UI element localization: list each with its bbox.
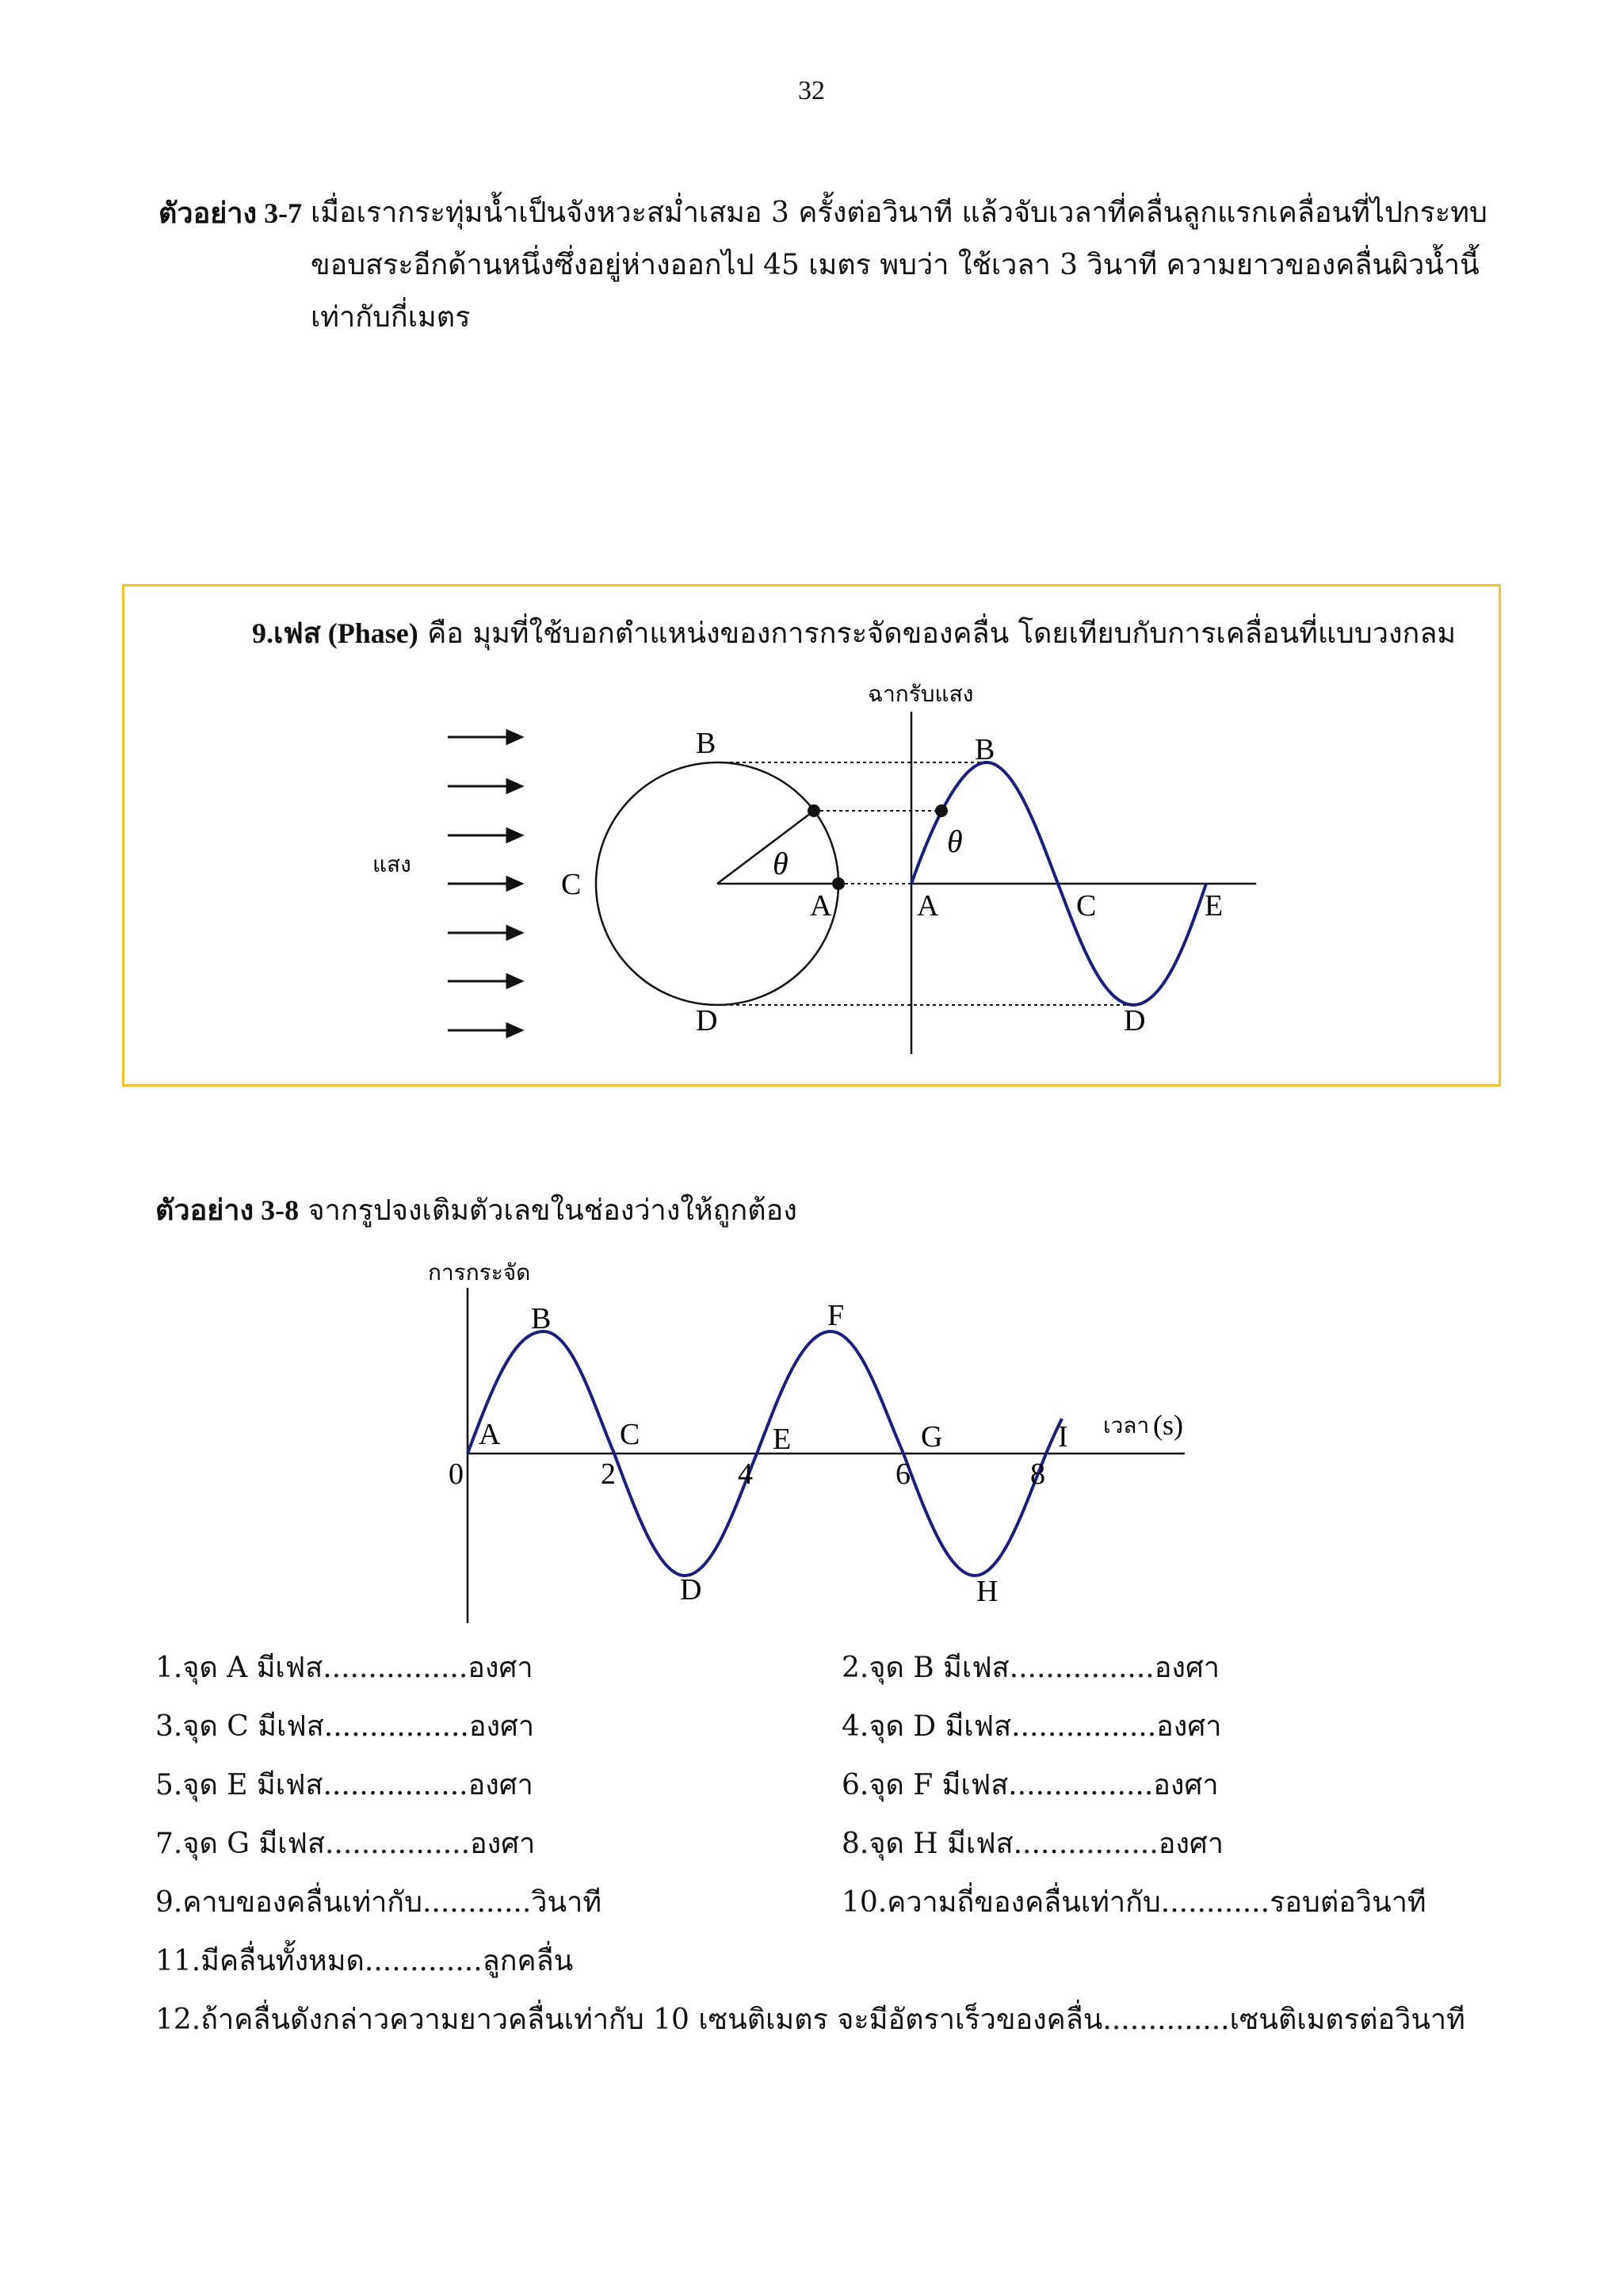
- tick-6: 6: [896, 1457, 911, 1491]
- question-1: 1.จุด A มีเฟส................องศา: [155, 1652, 533, 1684]
- wave-label-c: C: [1076, 889, 1097, 923]
- question-3: 3.จุด C มีเฟส................องศา: [155, 1710, 535, 1743]
- wave-label-a: A: [917, 889, 939, 923]
- question-12: 12.ถ้าคลื่นดังกล่าวความยาวคลื่นเท่ากับ 10 เซนติเมตร จะมีอัตราเร็วของคลื่น..............เซนติเมตรต่อวินาที: [155, 2004, 1465, 2036]
- x-ticks: [449, 1457, 1045, 1491]
- point-c: C: [620, 1418, 640, 1451]
- example-3-8-label: ตัวอย่าง 3-8: [155, 1194, 300, 1226]
- point-d: D: [680, 1573, 702, 1606]
- example-3-7-label: ตัวอย่าง 3-7: [158, 197, 303, 229]
- question-9: 9.คาบของคลื่นเท่ากับ............วินาที: [155, 1886, 602, 1919]
- point-i: I: [1058, 1420, 1068, 1454]
- circle-label-d: D: [696, 1004, 718, 1037]
- point-h: H: [976, 1575, 999, 1608]
- question-4: 4.จุด D มีเฟส................องศา: [842, 1710, 1222, 1743]
- circle-label-b: B: [696, 727, 716, 760]
- question-10: 10.ความถี่ของคลื่นเท่ากับ............รอบต่อวินาที: [842, 1886, 1426, 1919]
- tick-2: 2: [601, 1457, 616, 1491]
- question-2: 2.จุด B มีเฟส................องศา: [842, 1652, 1220, 1684]
- light-label: แสง: [372, 853, 411, 877]
- question-11: 11.มีคลื่นทั้งหมด.............ลูกคลื่น: [155, 1945, 574, 1977]
- point-e: E: [773, 1423, 792, 1456]
- circle-label-c: C: [561, 868, 582, 901]
- example-3-8-text: จากรูปจงเติมตัวเลขในช่องว่างให้ถูกต้อง: [307, 1194, 797, 1227]
- point-g: G: [921, 1420, 943, 1454]
- question-5: 5.จุด E มีเฟส................องศา: [155, 1769, 533, 1801]
- circle-label-a: A: [810, 889, 832, 923]
- point-a: A: [479, 1418, 501, 1451]
- tick-4: 4: [738, 1457, 753, 1491]
- x-axis-label: เวลา: [1103, 1414, 1150, 1438]
- wave-label-e: E: [1205, 889, 1224, 923]
- point-f: F: [827, 1299, 845, 1332]
- tick-0: 0: [449, 1457, 464, 1491]
- y-axis-label: การกระจัด: [428, 1261, 531, 1286]
- x-axis-unit: (s): [1153, 1409, 1183, 1441]
- circle-theta: θ: [773, 846, 789, 881]
- page-number: 32: [798, 76, 825, 105]
- example-3-7-text: เมื่อเรากระทุ่มน้ำเป็นจังหวะสม่ำเสมอ 3 ครั้งต่อวินาที แล้วจับเวลาที่คลื่นลูกแรกเคลื่อนที่ไปกระทบขอบสระอีกด้านหนึ่งซึ่งอยู่ห่างออกไป 45 เมตร พบว่า ใช้เวลา 3 วินาที ความยาวของคลื่นผิวน้ำนี้เท่ากับกี่เมตร: [311, 197, 1487, 334]
- wave-theta: θ: [947, 823, 963, 859]
- point-b: B: [531, 1302, 552, 1335]
- wave-label-b: B: [975, 733, 995, 766]
- phase-title-rest: คือ มุมที่ใช้บอกตำแหน่งของการกระจัดของคลื่น โดยเทียบกับการเคลื่อนที่แบบวงกลม: [418, 617, 1457, 650]
- screen-label: ฉากรับแสง: [868, 682, 974, 707]
- question-8: 8.จุด H มีเฟส................องศา: [842, 1828, 1224, 1860]
- phase-title-bold: 9.เฟส (Phase): [252, 617, 418, 649]
- question-6: 6.จุด F มีเฟส................องศา: [842, 1769, 1219, 1801]
- question-7: 7.จุด G มีเฟส................องศา: [155, 1828, 536, 1860]
- wave-label-d: D: [1124, 1004, 1146, 1037]
- tick-8: 8: [1030, 1457, 1045, 1491]
